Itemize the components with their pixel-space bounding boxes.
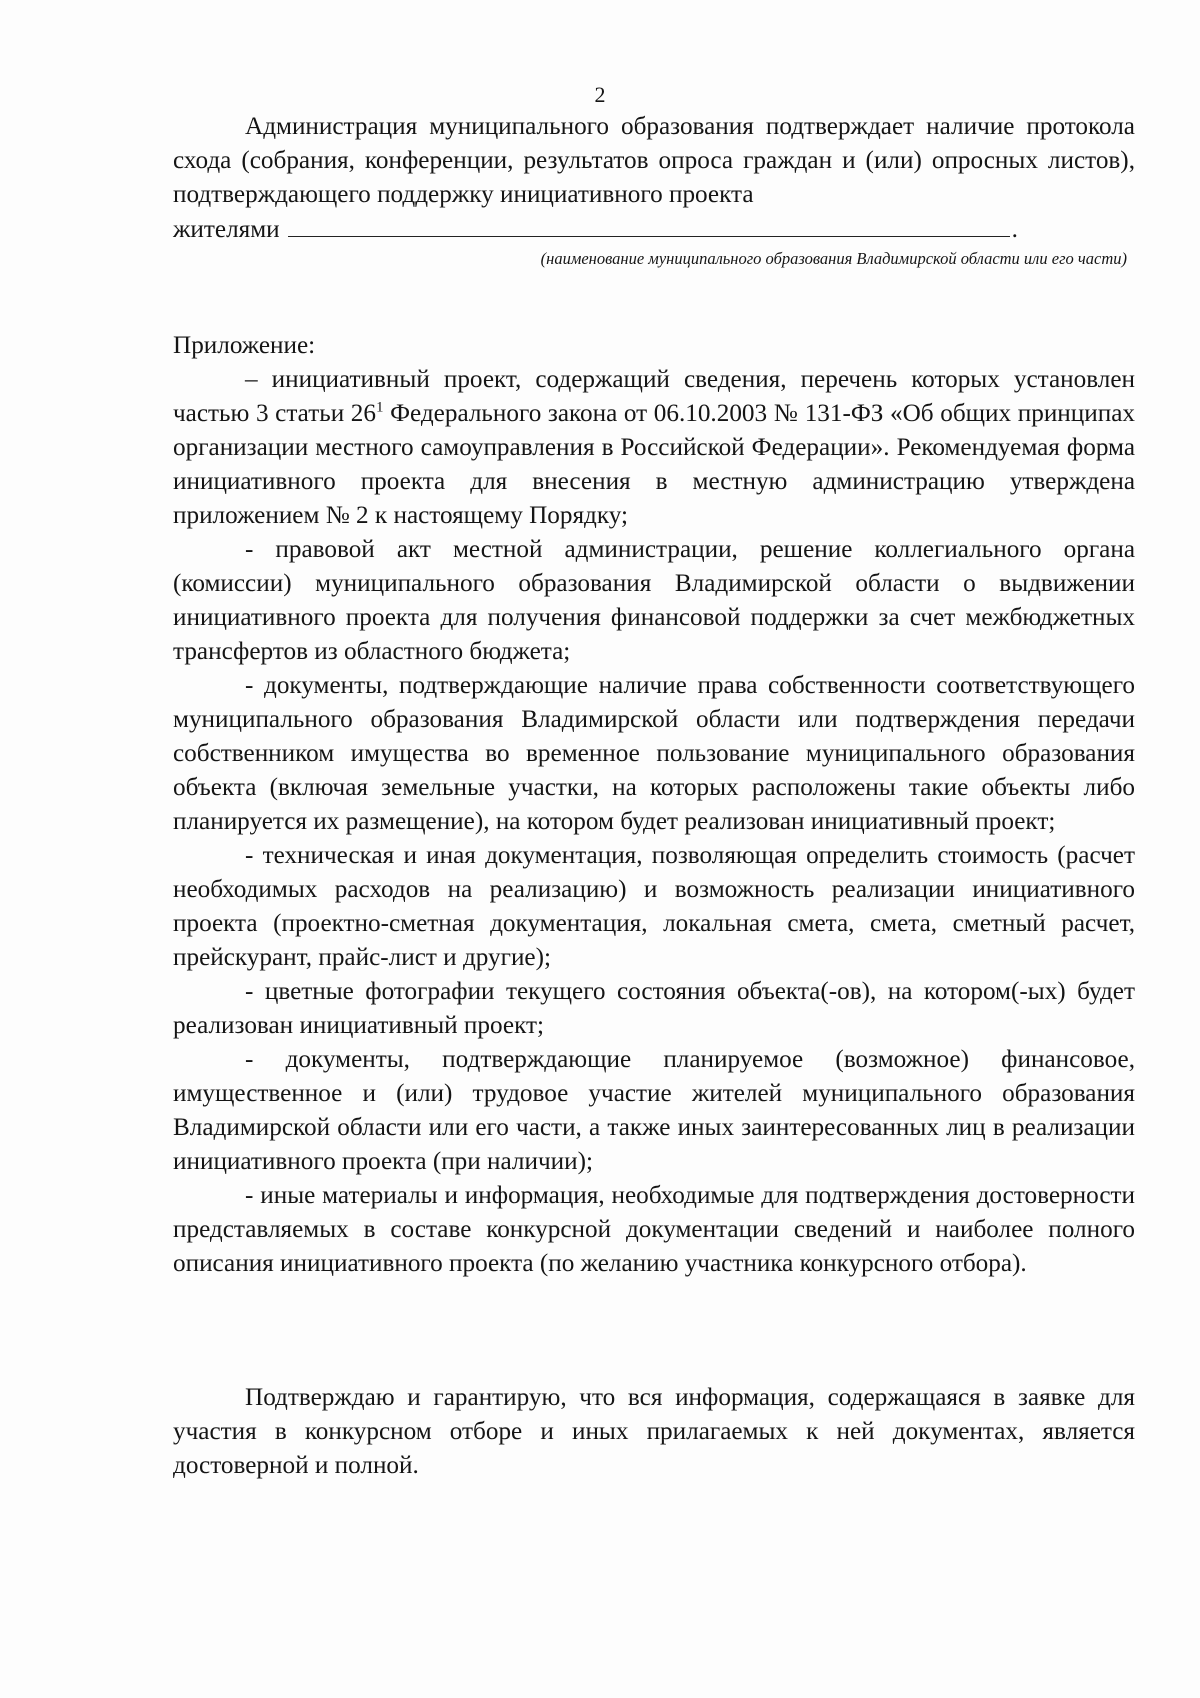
document-body [173,110,1135,1483]
residents-label: жителями [173,216,280,243]
blank-field-caption: (наименование муниципального образования Владимирской области или его части) [540,249,1127,268]
appendix-item [173,363,1135,533]
superscript: 1 [376,399,384,416]
appendix-heading: Приложение: [173,332,316,359]
intro-paragraph: Администрация муниципального образования подтверждает наличие протокола схода (собрания, конференции, результатов опроса граждан и (или) опросных листов), подтверждающего поддержку инициативного проекта [173,113,1135,208]
appendix-item-text: Федерального закона от 06.10.2003 № 131-ФЗ «Об общих принципах организации местного самоуправления в Российской Федерации». Рекомендуемая форма инициативного проекта для внесения в местную администрацию утверждена приложением № 2 к настоящему Порядку; [173,400,1135,529]
residents-fill-line [173,212,1135,247]
appendix-item: - документы, подтверждающие планируемое (возможное) финансовое, имущественное и (или) трудовое участие жителей муниципального образования Владимирской области или его части, а также иных заинтересованных лиц в реализации инициативного проекта (при наличии); [173,1046,1135,1175]
municipality-blank-field [288,212,1010,237]
appendix-item-text: – инициативный проект, содержащий сведения, перечень которых установлен частью 3 статьи 26 [173,366,1135,427]
page-number: 2 [594,82,606,107]
appendix-item: - цветные фотографии текущего состояния объекта(-ов), на котором(-ых) будет реализован инициативный проект; [173,978,1135,1039]
appendix-item: - правовой акт местной администрации, решение коллегиального органа (комиссии) муниципального образования Владимирской области о выдвижении инициативного проекта для получения финансовой поддержки за счет межбюджетных трансфертов из областного бюджета; [173,536,1135,665]
closing-statement: Подтверждаю и гарантирую, что вся информация, содержащаяся в заявке для участия в конкурсном отборе и иных прилагаемых к ней документах, является достоверной и полной. [173,1384,1135,1479]
appendix-item: - иные материалы и информация, необходимые для подтверждения достоверности представляемых в составе конкурсной документации сведений и наиболее полного описания инициативного проекта (по желанию участника конкурсного отбора). [173,1182,1135,1277]
appendix-item: - техническая и иная документация, позволяющая определить стоимость (расчет необходимых расходов на реализацию) и возможность реализации инициативного проекта (проектно-сметная документация, локальная смета, смета, сметный расчет, прейскурант, прайс-лист и другие); [173,842,1135,971]
fill-line-end: . [1011,216,1018,243]
appendix-item: - документы, подтверждающие наличие права собственности соответствующего муниципального образования Владимирской области или подтверждения передачи собственником имущества во временное пользование муниципального образования объекта (включая земельные участки, на которых расположены такие объекты либо планируется их размещение), на котором будет реализован инициативный проект; [173,672,1135,835]
